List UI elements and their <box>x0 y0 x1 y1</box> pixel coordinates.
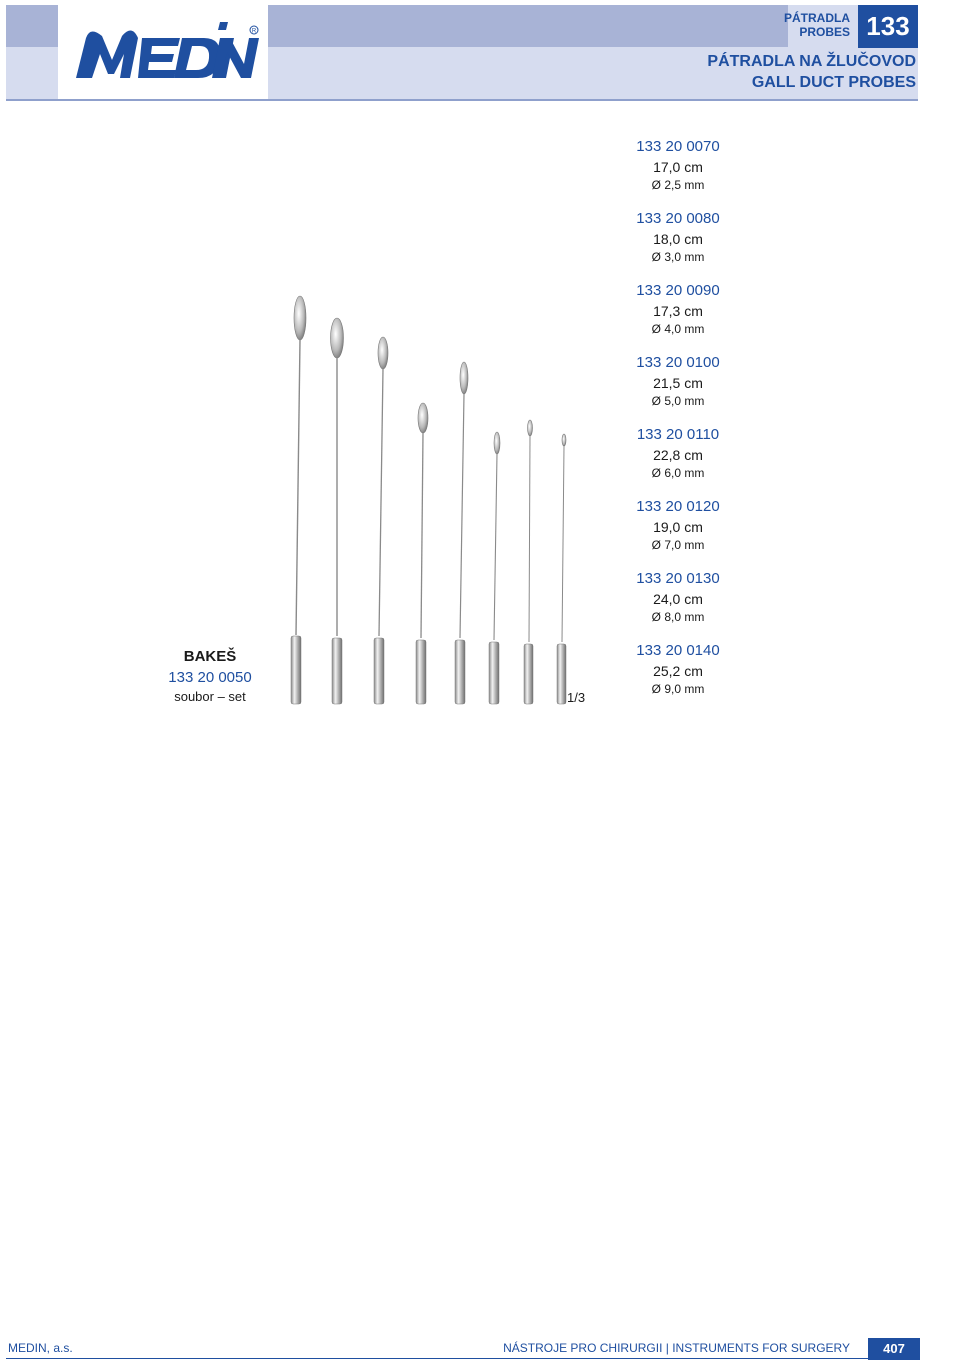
probe-1 <box>291 296 306 704</box>
item-code: 133 20 0140 <box>636 642 720 659</box>
item-code: 133 20 0110 <box>636 426 720 443</box>
medin-logo <box>72 8 262 88</box>
item-code: 133 20 0080 <box>636 210 720 227</box>
svg-text:R: R <box>251 28 257 35</box>
title-cz: PÁTRADLA NA ŽLUČOVOD <box>707 53 916 70</box>
item-diameter: Ø 8,0 mm <box>651 610 705 624</box>
list-item <box>618 641 738 713</box>
list-item <box>618 353 738 425</box>
item-length: 25,2 cm <box>653 663 703 679</box>
item-code: 133 20 0100 <box>636 354 720 371</box>
footer-divider <box>6 1358 918 1359</box>
header-tile <box>6 5 58 47</box>
list-item <box>618 281 738 353</box>
section-number: 133 <box>866 11 910 41</box>
page-number: 407 <box>883 1341 905 1356</box>
set-code: 133 20 0050 <box>168 669 252 686</box>
category-label <box>784 11 850 39</box>
item-length: 24,0 cm <box>653 591 703 607</box>
probe-5 <box>455 362 468 704</box>
item-length: 19,0 cm <box>653 519 703 535</box>
item-length: 22,8 cm <box>653 447 703 463</box>
list-item <box>618 209 738 281</box>
probe-7 <box>524 420 533 704</box>
item-diameter: Ø 5,0 mm <box>651 394 705 408</box>
footer-company: MEDIN, a.s. <box>8 1341 73 1355</box>
list-item <box>618 425 738 497</box>
scale-label: 1/3 <box>567 690 586 705</box>
category-en: PROBES <box>799 25 850 39</box>
item-diameter: Ø 4,0 mm <box>651 322 705 336</box>
category-cz: PÁTRADLA <box>784 11 850 25</box>
probe-2 <box>331 318 344 704</box>
page-title <box>707 51 916 93</box>
item-diameter: Ø 3,0 mm <box>651 250 705 264</box>
item-code: 133 20 0120 <box>636 498 720 515</box>
item-length: 17,0 cm <box>653 159 703 175</box>
list-item <box>618 497 738 569</box>
item-diameter: Ø 2,5 mm <box>651 178 705 192</box>
set-type: soubor – set <box>174 689 246 704</box>
item-list <box>618 137 738 713</box>
probe-6 <box>489 432 500 704</box>
probe-8 <box>557 434 566 704</box>
item-code: 133 20 0070 <box>636 138 720 155</box>
probes-illustration <box>270 290 590 710</box>
title-en: GALL DUCT PROBES <box>751 74 916 91</box>
probe-3 <box>374 337 388 704</box>
item-length: 21,5 cm <box>653 375 703 391</box>
item-code: 133 20 0090 <box>636 282 720 299</box>
list-item <box>618 569 738 641</box>
item-diameter: Ø 6,0 mm <box>651 466 705 480</box>
set-label <box>150 647 270 706</box>
header-divider <box>6 99 918 101</box>
footer-catalog: NÁSTROJE PRO CHIRURGII | INSTRUMENTS FOR SURGERY <box>503 1341 850 1355</box>
item-length: 17,3 cm <box>653 303 703 319</box>
set-name: BAKEŠ <box>183 648 237 665</box>
item-length: 18,0 cm <box>653 231 703 247</box>
item-code: 133 20 0130 <box>636 570 720 587</box>
item-diameter: Ø 7,0 mm <box>651 538 705 552</box>
header-tile <box>268 5 788 47</box>
probe-4 <box>416 403 428 704</box>
item-diameter: Ø 9,0 mm <box>651 682 705 696</box>
list-item <box>618 137 738 209</box>
